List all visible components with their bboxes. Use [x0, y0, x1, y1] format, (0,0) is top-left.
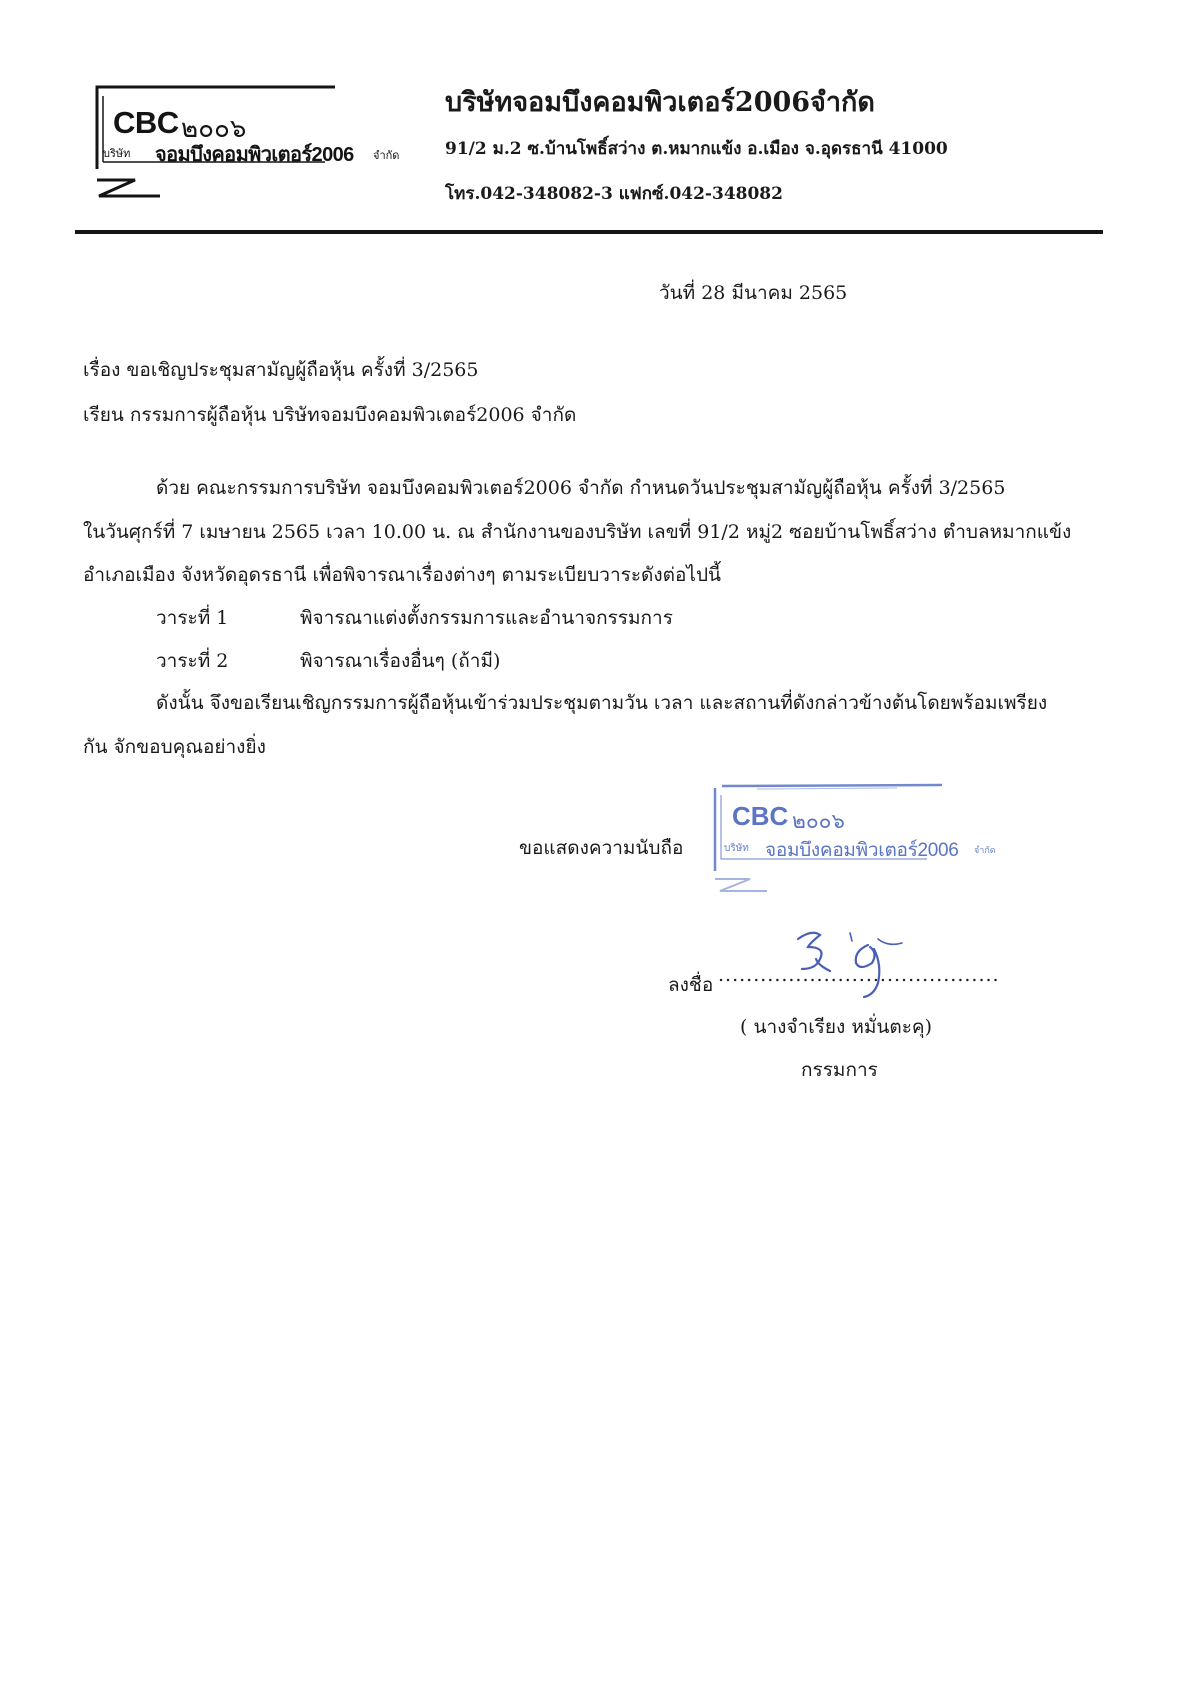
company-contact: โทร.042-348082-3 แฟกซ์.042-348082 — [445, 184, 783, 204]
logo-name: จอมบึงคอมพิวเตอร์2006 — [155, 144, 354, 166]
paragraph-line: อำเภอเมือง จังหวัดอุดรธานี เพื่อพิจารณาเรื่องต่างๆ ตามระเบียบวาระดังต่อไปนี้ — [83, 564, 722, 586]
agenda-label: วาระที่ 1 — [156, 607, 229, 629]
signature-line: ........................................ — [718, 964, 1000, 986]
sign-label: ลงชื่อ — [668, 974, 714, 996]
logo-suffix: จำกัด — [373, 149, 400, 162]
logo-prefix: บริษัท — [103, 147, 131, 160]
company-stamp — [712, 783, 1017, 898]
closing-phrase: ขอแสดงความนับถือ — [519, 837, 684, 859]
letter-recipient: เรียน กรรมการผู้ถือหุ้น บริษัทจอมบึงคอมพิวเตอร์2006 จำกัด — [83, 404, 577, 426]
handwritten-signature — [790, 925, 920, 1000]
paragraph-line: ด้วย คณะกรรมการบริษัท จอมบึงคอมพิวเตอร์2006 จำกัด กำหนดวันประชุมสามัญผู้ถือหุ้น ครั้งที่ 3/2565 — [156, 477, 1006, 499]
company-name: บริษัทจอมบึงคอมพิวเตอร์2006จำกัด — [445, 87, 875, 118]
company-logo — [95, 84, 420, 204]
logo-brand: CBC — [113, 105, 179, 140]
logo-thai-number: ๒๐๐๖ — [181, 114, 247, 144]
stamp-prefix: บริษัท — [724, 843, 749, 854]
agenda-text: พิจารณาเรื่องอื่นๆ (ถ้ามี) — [300, 650, 501, 672]
header-divider — [75, 230, 1103, 234]
stamp-suffix: จำกัด — [974, 846, 996, 856]
company-address: 91/2 ม.2 ซ.บ้านโพธิ์สว่าง ต.หมากแข้ง อ.เมือง จ.อุดรธานี 41000 — [445, 139, 948, 159]
signer-name: ( นางจำเรียง หมั่นตะคุ) — [740, 1016, 933, 1038]
agenda-label: วาระที่ 2 — [156, 650, 229, 672]
stamp-thai-number: ๒๐๐๖ — [792, 809, 845, 833]
letter-date: วันที่ 28 มีนาคม 2565 — [659, 282, 848, 304]
paragraph-line: ดังนั้น จึงขอเรียนเชิญกรรมการผู้ถือหุ้นเข้าร่วมประชุมตามวัน เวลา และสถานที่ดังกล่าวข้างต้นโดยพร้อมเพรียง — [156, 692, 1048, 714]
signer-title: กรรมการ — [801, 1059, 878, 1081]
stamp-brand: CBC — [732, 801, 789, 831]
agenda-text: พิจารณาแต่งตั้งกรรมการและอำนาจกรรมการ — [300, 607, 673, 629]
stamp-name: จอมบึงคอมพิวเตอร์2006 — [765, 840, 959, 861]
paragraph-line: กัน จักขอบคุณอย่างยิ่ง — [83, 736, 266, 758]
paragraph-line: ในวันศุกร์ที่ 7 เมษายน 2565 เวลา 10.00 น. ณ สำนักงานของบริษัท เลขที่ 91/2 หมู่2 ซอยบ้านโพธิ์สว่าง ตำบลหมากแข้ง — [83, 521, 1072, 543]
letter-subject: เรื่อง ขอเชิญประชุมสามัญผู้ถือหุ้น ครั้งที่ 3/2565 — [83, 359, 479, 381]
